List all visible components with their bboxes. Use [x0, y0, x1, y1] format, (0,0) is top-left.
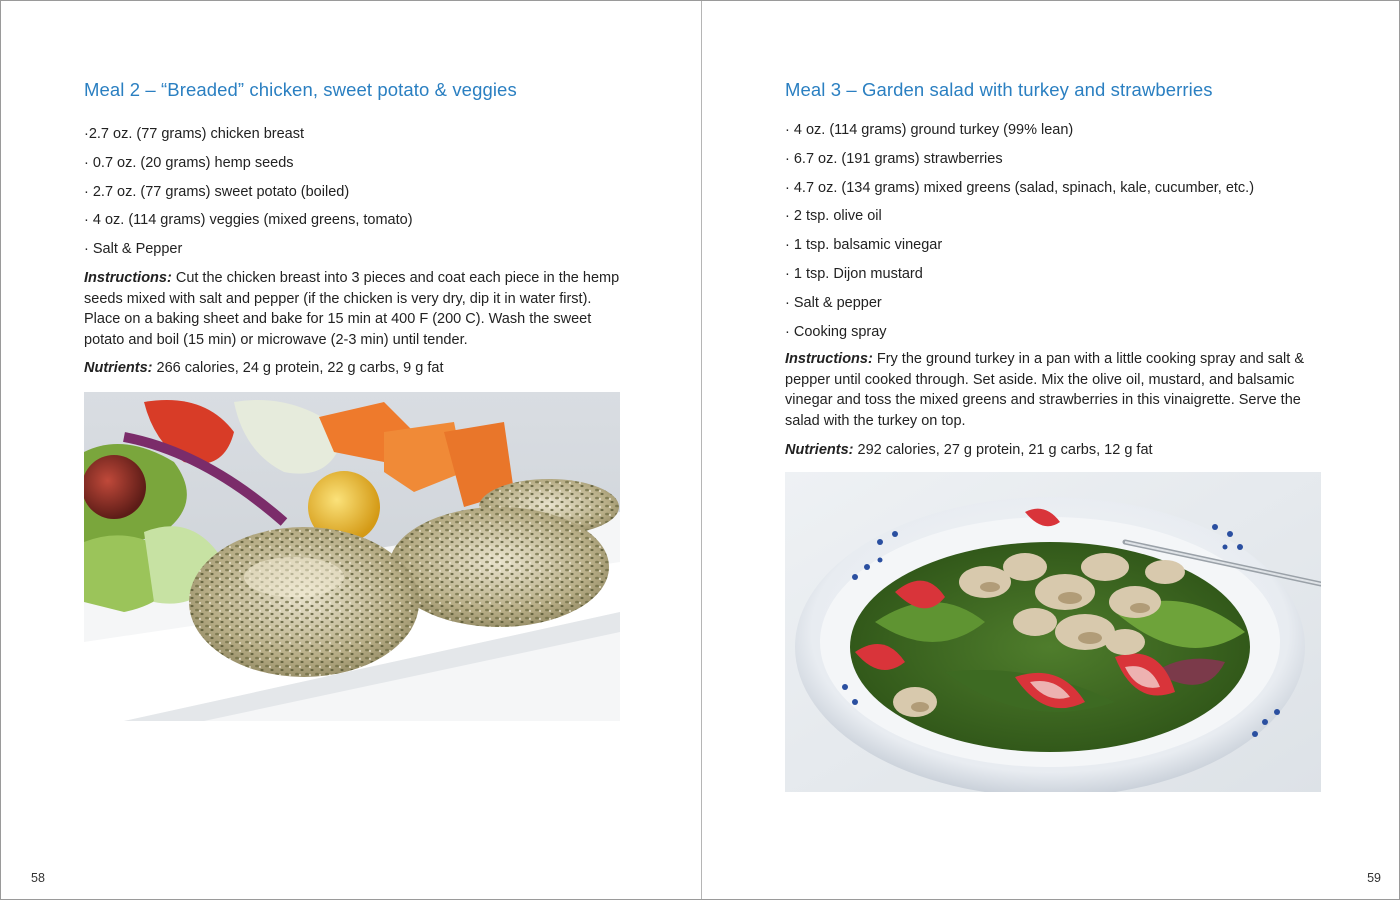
- ingredient-item: · Cooking spray: [785, 323, 887, 340]
- ingredient-item: · 6.7 oz. (191 grams) strawberries: [785, 150, 1003, 167]
- right-nutrients: [785, 440, 1310, 461]
- chicken-dish-photo: [84, 392, 620, 721]
- right-instructions: [785, 349, 1310, 431]
- instructions-text: Cut the chicken breast into 3 pieces and coat each piece in the hemp seeds mixed with salt and pepper (if the chicken is very dry, dip it in water first). Place on a baking sheet and bake for 15 min at 400 F (200 C). Wash the sweet potato and boil (15 min) or microwave (2-3 min) until tender.: [84, 270, 620, 348]
- ingredient-item: ·2.7 oz. (77 grams) chicken breast: [84, 126, 305, 142]
- ingredient-item: · 0.7 oz. (20 grams) hemp seeds: [84, 154, 294, 171]
- right-page: [702, 1, 1399, 899]
- ingredient-item: · 4.7 oz. (134 grams) mixed greens (salad, spinach, kale, cucumber, etc.): [785, 179, 1255, 196]
- ingredient-item: · Salt & Pepper: [84, 241, 183, 258]
- ingredient-item: · 1 tsp. balsamic vinegar: [785, 237, 943, 254]
- ingredient-item: · 4 oz. (114 grams) veggies (mixed greens, tomato): [84, 212, 413, 229]
- nutrients-label: Nutrients:: [785, 442, 854, 458]
- ingredient-item: · 2.7 oz. (77 grams) sweet potato (boiled): [84, 183, 350, 200]
- nutrients-label: Nutrients:: [84, 360, 153, 376]
- left-recipe-title: Meal 2 – “Breaded” chicken, sweet potato & veggies: [84, 79, 517, 100]
- right-recipe-title: Meal 3 – Garden salad with turkey and strawberries: [785, 79, 1213, 100]
- instructions-label: Instructions:: [785, 351, 873, 367]
- page-number: 58: [31, 871, 45, 885]
- left-nutrients: [84, 358, 629, 379]
- turkey-salad-photo: [785, 472, 1321, 792]
- left-page: [1, 1, 701, 899]
- page-number: 59: [1367, 871, 1381, 885]
- nutrients-text: 266 calories, 24 g protein, 22 g carbs, 9 g fat: [152, 360, 444, 376]
- ingredient-item: · 1 tsp. Dijon mustard: [785, 265, 923, 282]
- ingredient-item: · 4 oz. (114 grams) ground turkey (99% lean): [785, 122, 1074, 138]
- left-instructions: [84, 268, 629, 350]
- ingredient-item: · 2 tsp. olive oil: [785, 208, 882, 225]
- ingredient-item: · Salt & pepper: [785, 294, 882, 311]
- right-ingredient-list: [785, 121, 1254, 351]
- instructions-text: Fry the ground turkey in a pan with a little cooking spray and salt & pepper until cooked through. Set aside. Mix the olive oil, mustard, and balsamic vinegar and toss the mixed greens and strawberries in this vinaigrette. Serve the salad with the turkey on top.: [785, 351, 1305, 429]
- nutrients-text: 292 calories, 27 g protein, 21 g carbs, 12 g fat: [853, 442, 1153, 458]
- left-ingredient-list: [84, 125, 413, 269]
- instructions-label: Instructions:: [84, 270, 172, 286]
